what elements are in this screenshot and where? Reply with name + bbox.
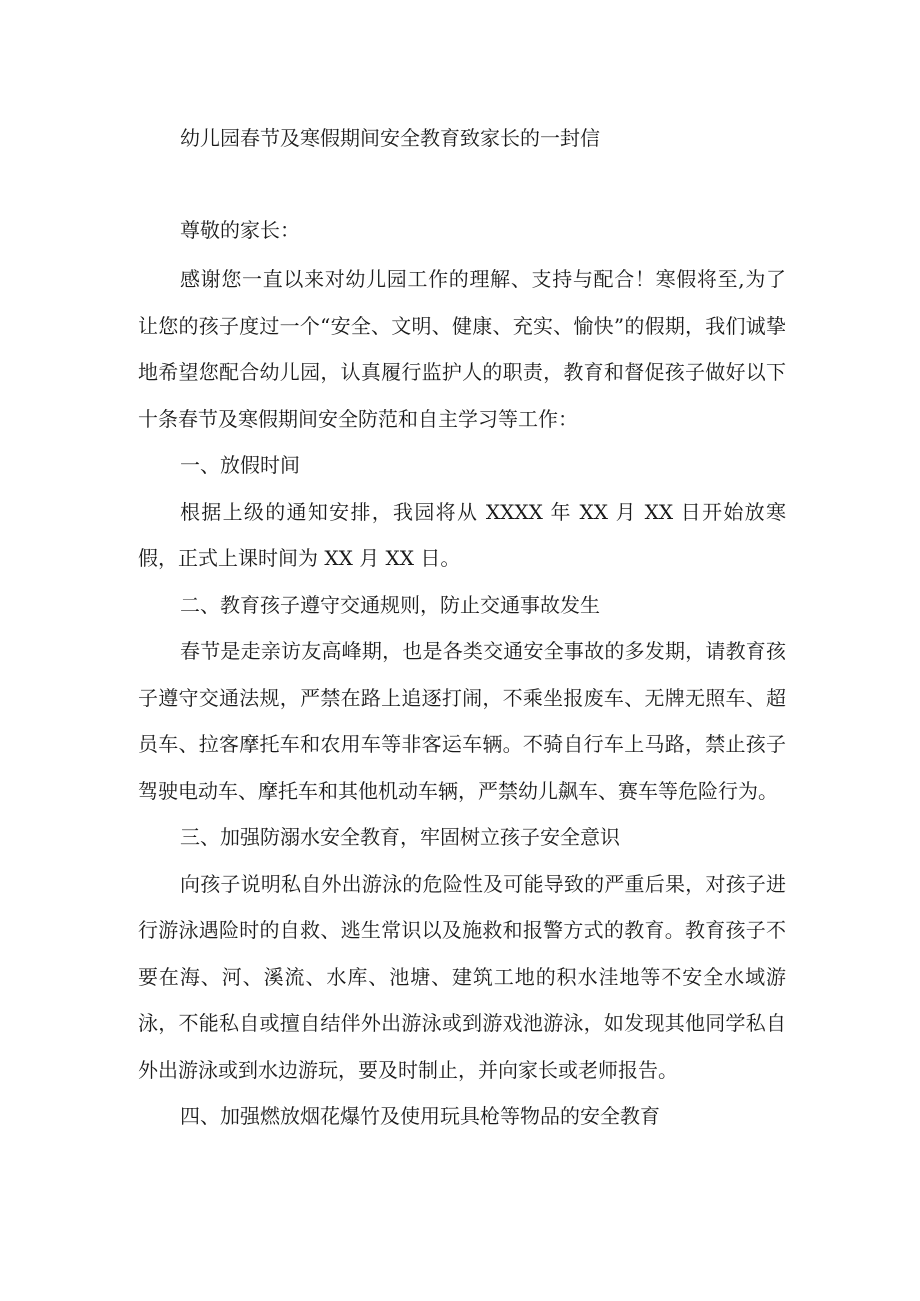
section-text-3: 向孩子说明私自外出游泳的危险性及可能导致的严重后果，对孩子进行游泳遇险时的自救、逃生常识以及施救和报警方式的教育。教育孩子不要在海、河、溪流、水库、池塘、建筑工地的积水洼地等不安全水域游泳，不能私自或擅自结伴外出游泳或到游戏池游泳，如发现其他同学私自外出游泳或到水边游玩，要及时制止，并向家长或老师报告。 bbox=[138, 871, 786, 1082]
section-text-1: 根据上级的通知安排，我园将从 XXXX 年 XX 月 XX 日开始放寒假，正式上课时间为 XX 月 XX 日。 bbox=[138, 499, 786, 570]
intro-paragraph: 感谢您一直以来对幼儿园工作的理解、支持与配合！寒假将至,为了让您的孩子度过一个“安全、文明、健康、充实、愉快”的假期，我们诚挚地希望您配合幼儿园，认真履行监护人的职责，教育和督促孩子做好以下十条春节及寒假期间安全防范和自主学习等工作： bbox=[138, 267, 786, 431]
section-text-2: 春节是走亲访友高峰期，也是各类交通安全事故的多发期，请教育孩子遵守交通法规，严禁在路上追逐打闹，不乘坐报废车、无牌无照车、超员车、拉客摩托车和农用车等非客运车辆。不骑自行车上马路，禁止孩子驾驶电动车、摩托车和其他机动车辆，严禁幼儿飙车、赛车等危险行为。 bbox=[138, 639, 786, 803]
section-heading-2: 二、教育孩子遵守交通规则，防止交通事故发生 bbox=[180, 592, 600, 617]
letter-body bbox=[138, 256, 786, 1140]
salutation: 尊敬的家长： bbox=[180, 218, 300, 242]
section-heading-4: 四、加强燃放烟花爆竹及使用玩具枪等物品的安全教育 bbox=[180, 1104, 660, 1128]
section-heading-3: 三、加强防溺水安全教育，牢固树立孩子安全意识 bbox=[180, 825, 620, 849]
section-heading-1: 一、放假时间 bbox=[180, 453, 300, 477]
document-title: 幼儿园春节及寒假期间安全教育致家长的一封信 bbox=[180, 126, 600, 150]
